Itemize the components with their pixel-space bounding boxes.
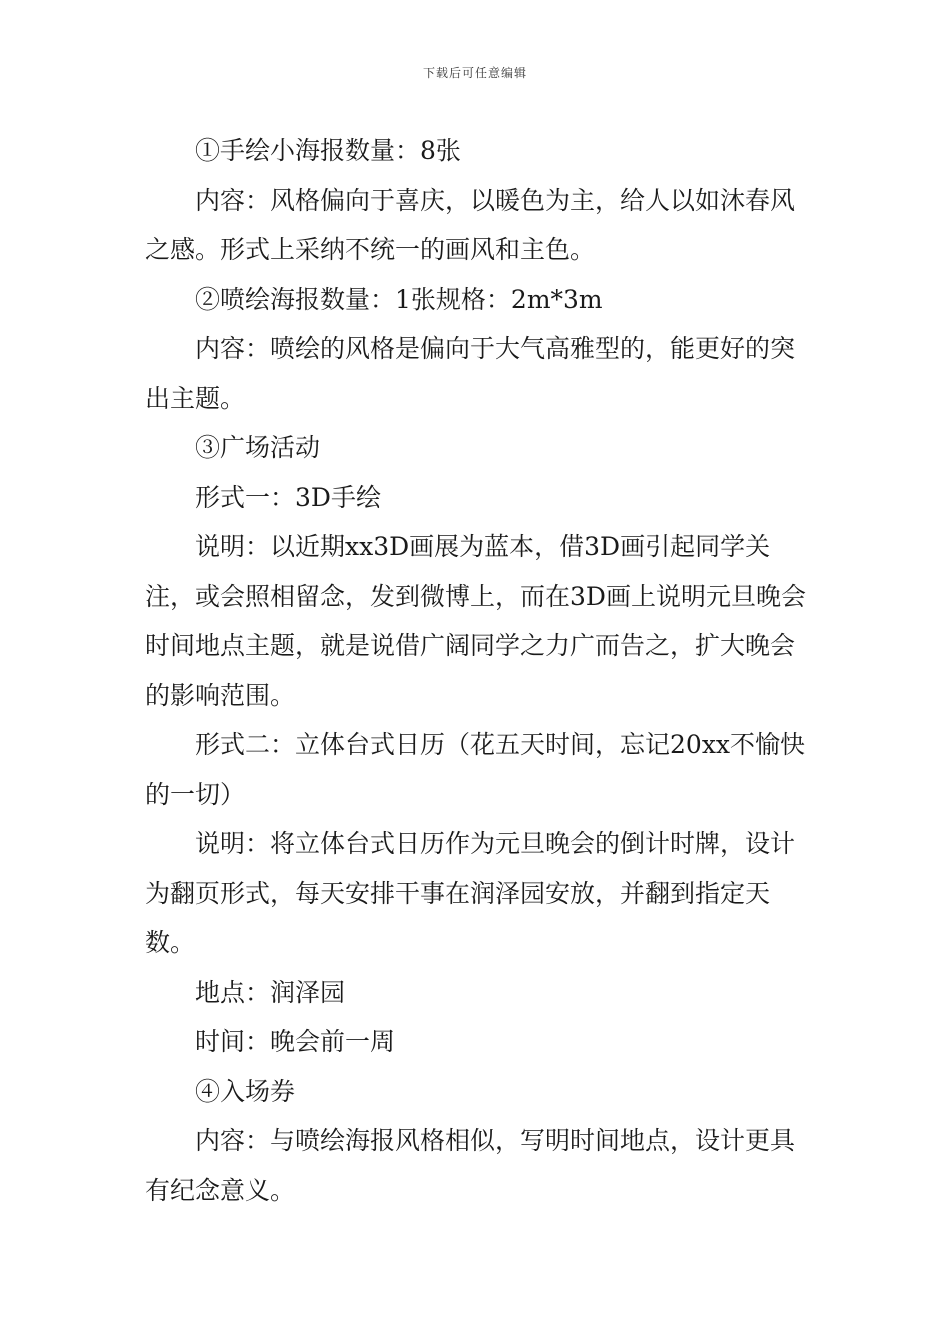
- paragraph-square-activity-heading: ③广场活动: [195, 433, 321, 462]
- paragraph-spray-poster-spec: ②喷绘海报数量：1张规格：2m*3m: [195, 284, 603, 314]
- paragraph-time: 时间：晚会前一周: [195, 1027, 396, 1056]
- paragraph-ticket-content: 内容：与喷绘海报风格相似，写明时间地点，设计更具有纪念意义。: [145, 1126, 796, 1205]
- paragraph-form-two: 形式二：立体台式日历（花五天时间，忘记20xx不愉快的一切）: [145, 730, 806, 809]
- paragraph-location: 地点：润泽园: [195, 977, 346, 1007]
- paragraph-form-one: 形式一：3D手绘: [195, 482, 381, 512]
- paragraph-handdrawn-poster-count: ①手绘小海报数量：8张: [195, 136, 461, 165]
- paragraph-spray-poster-content: 内容：喷绘的风格是偏向于大气高雅型的，能更好的突出主题。: [145, 334, 796, 413]
- paragraph-ticket-heading: ④入场券: [195, 1076, 296, 1106]
- paragraph-form-two-description: 说明：将立体台式日历作为元旦晚会的倒计时牌，设计为翻页形式，每天安排干事在润泽园安放，并翻到指定天数。: [145, 829, 796, 957]
- document-body: [145, 126, 815, 1215]
- paragraph-handdrawn-poster-content: 内容：风格偏向于喜庆，以暖色为主，给人以如沐春风之感。形式上采纳不统一的画风和主色。: [145, 185, 796, 264]
- paragraph-form-one-description: 说明：以近期xx3D画展为蓝本，借3D画引起同学关注，或会照相留念，发到微博上，而在3D画上说明元旦晚会时间地点主题，就是说借广阔同学之力广而告之，扩大晚会的影响范围。: [145, 532, 806, 710]
- page-header-note: 下载后可任意编辑: [422, 66, 527, 80]
